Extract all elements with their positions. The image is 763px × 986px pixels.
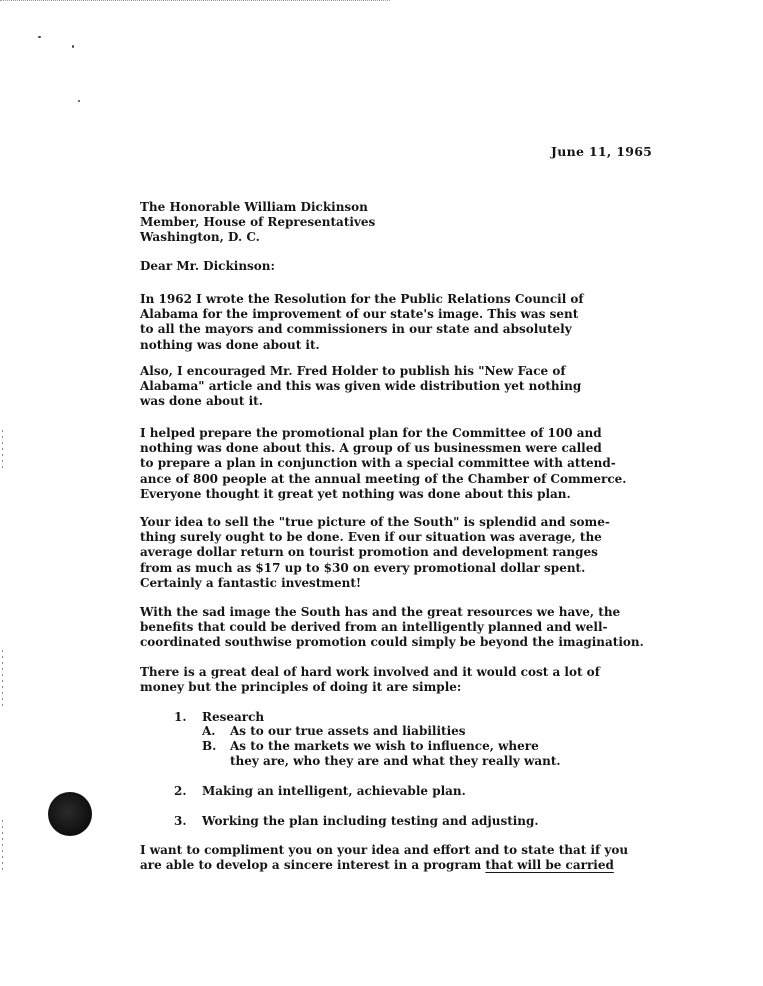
paragraph-4 xyxy=(140,515,680,591)
paragraph-line: ance of 800 people at the annual meeting of the Chamber of Commerce. xyxy=(140,471,627,486)
list-letter: A. xyxy=(202,724,216,738)
paragraph-line: nothing was done about it. xyxy=(140,337,320,352)
paragraph-line: Your idea to sell the "true picture of the South" is splendid and some- xyxy=(140,515,610,529)
list-text: As to the markets we wish to influence, where xyxy=(230,739,539,753)
paragraph-6 xyxy=(140,665,680,695)
list-text: As to our true assets and liabilities xyxy=(230,724,466,738)
list-item-3 xyxy=(174,814,539,828)
top-perforation xyxy=(0,0,390,3)
scan-edge-mark xyxy=(2,650,3,710)
paragraph-3 xyxy=(140,426,680,502)
paragraph-2 xyxy=(140,364,680,410)
salutation: Dear Mr. Dickinson: xyxy=(140,259,275,273)
scan-speck xyxy=(72,45,74,48)
recipient-city: Washington, D. C. xyxy=(140,230,260,244)
list-number: 2. xyxy=(174,784,187,798)
underlined-text: that will be carried xyxy=(485,858,614,873)
paragraph-line: to prepare a plan in conjunction with a special committee with attend- xyxy=(140,456,616,471)
paragraph-line: Alabama for the improvement of our state's image. This was sent xyxy=(140,307,579,322)
list-number: 1. xyxy=(174,710,187,724)
list-item-1 xyxy=(174,710,264,724)
list-text: Making an intelligent, achievable plan. xyxy=(202,784,466,798)
paragraph-line: I want to compliment you on your idea and effort and to state that if you xyxy=(140,843,629,857)
paragraph-line: Also, I encouraged Mr. Fred Holder to publish his "New Face of xyxy=(140,364,566,378)
paragraph-line: Certainly a fantastic investment! xyxy=(140,575,362,590)
closing-text: are able to develop a sincere interest in a program xyxy=(140,858,486,873)
paragraph-line: benefits that could be derived from an intelligently planned and well- xyxy=(140,620,608,635)
scan-speck xyxy=(78,100,80,102)
list-text: Working the plan including testing and adjusting. xyxy=(202,814,539,828)
paragraph-line: With the sad image the South has and the great resources we have, the xyxy=(140,605,621,619)
paragraph-line: to all the mayors and commissioners in our state and absolutely xyxy=(140,322,572,337)
list-text: Research xyxy=(202,710,265,724)
paragraph-line: nothing was done about this. A group of us businessmen were called xyxy=(140,441,602,456)
list-item-1b xyxy=(202,739,561,769)
list-text-continued: they are, who they are and what they really want. xyxy=(230,754,561,768)
list-letter: B. xyxy=(202,739,217,753)
paragraph-line: money but the principles of doing it are simple: xyxy=(140,680,462,695)
recipient-name: The Honorable William Dickinson xyxy=(140,200,368,214)
list-item-2 xyxy=(174,784,466,798)
closing-paragraph xyxy=(140,843,680,873)
punch-hole xyxy=(48,792,92,836)
paragraph-1 xyxy=(140,292,680,353)
paragraph-line xyxy=(140,858,680,873)
scan-speck xyxy=(38,36,41,38)
paragraph-5 xyxy=(140,605,680,651)
paragraph-line: average dollar return on tourist promotion and development ranges xyxy=(140,545,598,560)
paragraph-line: from as much as $17 up to $30 on every promotional dollar spent. xyxy=(140,560,586,575)
scan-edge-mark xyxy=(2,820,3,870)
paragraph-line: Everyone thought it great yet nothing was done about this plan. xyxy=(140,486,571,501)
paragraph-line: thing surely ought to be done. Even if our situation was average, the xyxy=(140,530,602,545)
paragraph-line: was done about it. xyxy=(140,394,263,409)
paragraph-line: coordinated southwise promotion could simply be beyond the imagination. xyxy=(140,635,644,650)
list-item-1a xyxy=(202,724,466,739)
list-number: 3. xyxy=(174,814,187,828)
scan-edge-mark xyxy=(2,430,3,470)
paragraph-line: In 1962 I wrote the Resolution for the Public Relations Council of xyxy=(140,292,584,306)
recipient-address xyxy=(140,200,375,245)
paragraph-line: I helped prepare the promotional plan for the Committee of 100 and xyxy=(140,426,602,440)
paragraph-line: Alabama" article and this was given wide distribution yet nothing xyxy=(140,379,582,394)
recipient-title: Member, House of Representatives xyxy=(140,215,376,229)
paragraph-line: There is a great deal of hard work involved and it would cost a lot of xyxy=(140,665,600,679)
letter-date: June 11, 1965 xyxy=(551,144,653,159)
